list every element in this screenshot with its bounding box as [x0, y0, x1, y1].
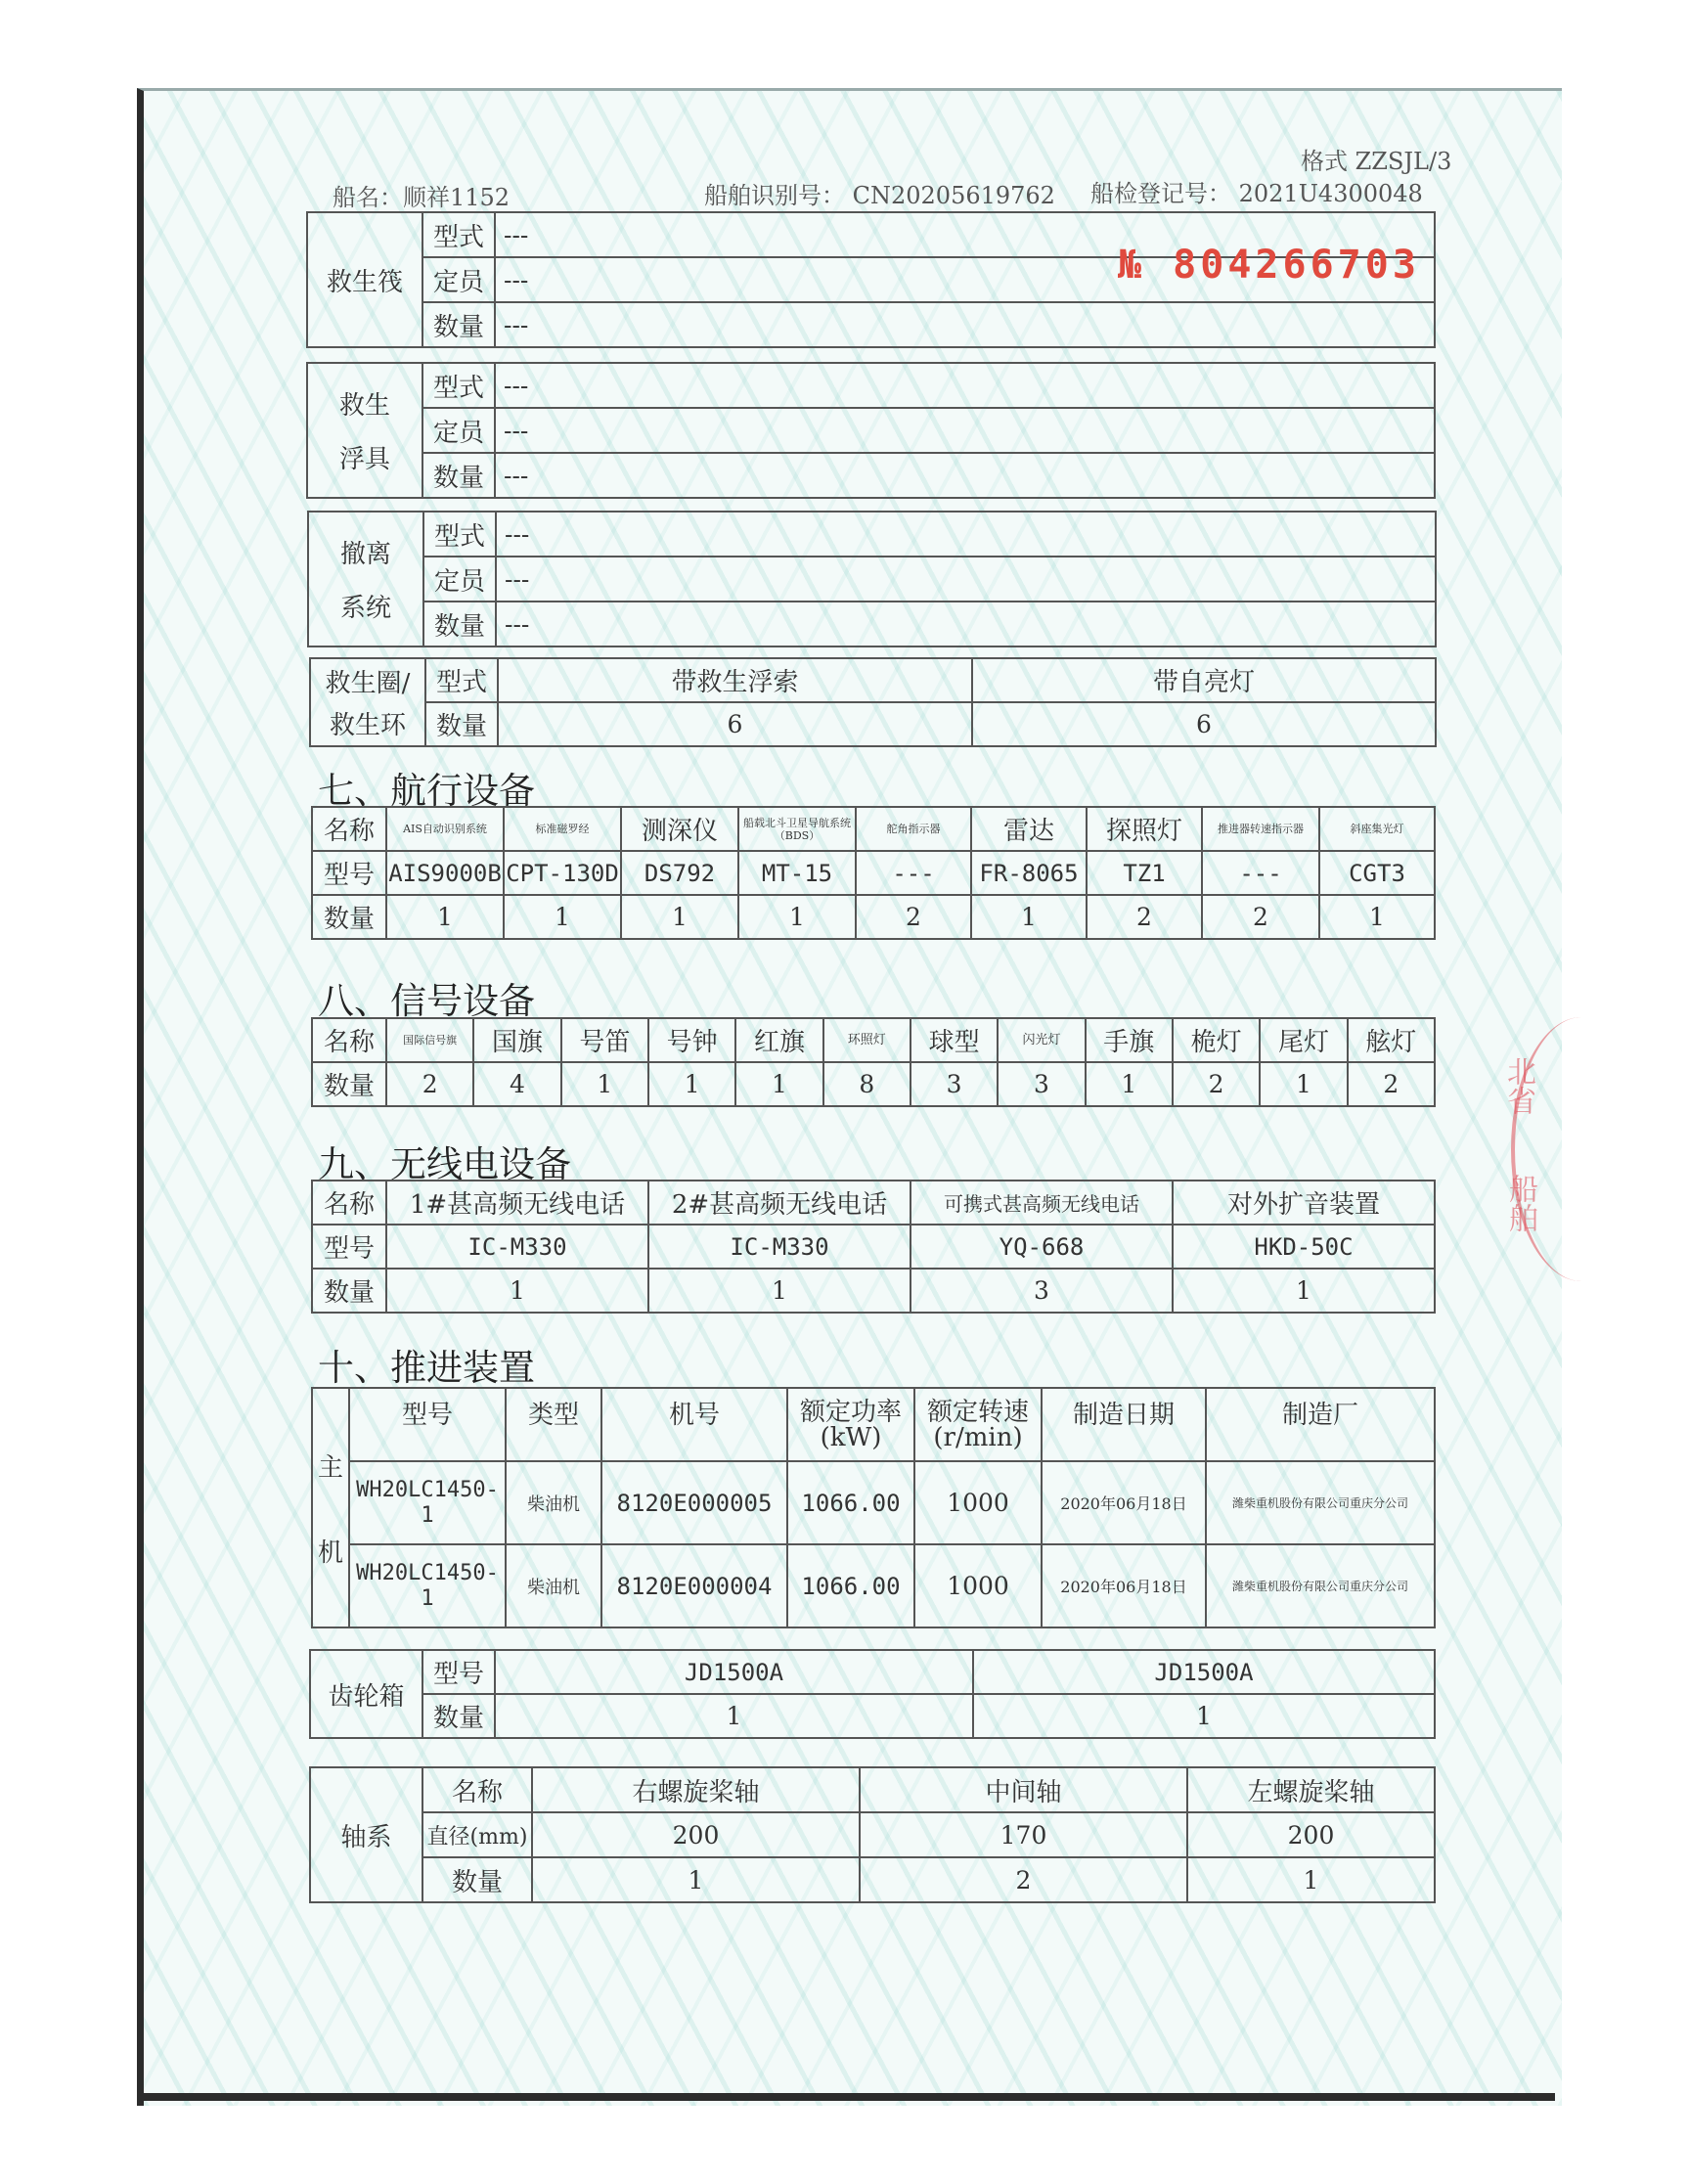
engine-speed: 1000 — [914, 1544, 1042, 1627]
propulsion-section-title: 十、推进装置 — [318, 1347, 535, 1389]
nav-name: 雷达 — [971, 807, 1087, 851]
liferaft-capacity-label: 定员 — [422, 257, 495, 302]
lifebuoy-type-1: 带救生浮索 — [498, 658, 972, 702]
evac-capacity-label: 定员 — [423, 557, 496, 602]
engine-power-unit: (kW) — [820, 1422, 882, 1452]
signal-qty: 2 — [1173, 1062, 1260, 1106]
signal-name: 舷灯 — [1348, 1018, 1435, 1062]
gearbox-model-1: JD1500A — [495, 1650, 973, 1694]
nav-qty: 1 — [504, 895, 621, 939]
evac-label-line1: 撤离 — [339, 540, 391, 569]
engine-speed: 1000 — [914, 1461, 1042, 1544]
shaft-qty: 2 — [860, 1857, 1187, 1902]
liferaft-label: 救生筏 — [307, 212, 422, 347]
evac-capacity-value: --- — [496, 557, 1436, 602]
buoyant-type-value: --- — [495, 363, 1435, 408]
lifebuoy-label-line1: 救生圈/ — [325, 669, 411, 698]
buoyant-label — [307, 363, 422, 498]
liferaft-capacity-value: --- — [495, 257, 1435, 302]
engine-maker: 潍柴重机股份有限公司重庆分公司 — [1206, 1544, 1435, 1627]
signal-qty: 2 — [386, 1062, 473, 1106]
main-engine-label-line1: 主 — [317, 1452, 343, 1483]
nav-name: 斜座集光灯 — [1319, 807, 1435, 851]
radio-qty: 3 — [911, 1269, 1173, 1313]
signal-name: 号钟 — [648, 1018, 735, 1062]
signal-name-label: 名称 — [312, 1018, 386, 1062]
nav-qty: 2 — [1087, 895, 1202, 939]
signal-qty: 3 — [911, 1062, 998, 1106]
buoyant-quantity-label: 数量 — [422, 453, 495, 498]
radio-name-label: 名称 — [312, 1181, 386, 1225]
buoyant-capacity-label: 定员 — [422, 408, 495, 453]
engine-date: 2020年06月18日 — [1042, 1544, 1206, 1627]
shaft-diameter: 170 — [860, 1812, 1187, 1857]
signal-qty: 8 — [823, 1062, 911, 1106]
shaft-diameter: 200 — [532, 1812, 860, 1857]
signal-section-title: 八、信号设备 — [318, 980, 535, 1022]
signal-qty: 3 — [998, 1062, 1085, 1106]
engine-number: 8120E000005 — [601, 1461, 787, 1544]
nav-model: AIS9000B — [386, 851, 504, 895]
evacuation-system-table — [307, 511, 1437, 647]
ship-id: 船舶识别号： CN20205619762 — [704, 182, 1055, 209]
nav-equipment-table — [311, 806, 1436, 940]
nav-model: --- — [856, 851, 971, 895]
evac-type-value: --- — [496, 512, 1436, 557]
signal-name: 红旗 — [735, 1018, 822, 1062]
nav-qty: 2 — [856, 895, 971, 939]
signal-qty: 1 — [735, 1062, 822, 1106]
liferaft-type-label: 型式 — [422, 212, 495, 257]
signal-qty: 1 — [561, 1062, 648, 1106]
main-engine-table — [311, 1387, 1436, 1628]
engine-maker: 潍柴重机股份有限公司重庆分公司 — [1206, 1461, 1435, 1544]
signal-qty: 1 — [1086, 1062, 1173, 1106]
signal-name: 国际信号旗 — [386, 1018, 473, 1062]
signal-qty: 1 — [648, 1062, 735, 1106]
nav-name: 测深仪 — [621, 807, 738, 851]
engine-kind: 柴油机 — [506, 1461, 601, 1544]
gearbox-qty-1: 1 — [495, 1694, 973, 1738]
signal-name: 球型 — [911, 1018, 998, 1062]
radio-qty-label: 数量 — [312, 1269, 386, 1313]
liferaft-type-value: --- — [495, 212, 1435, 257]
radio-section-title: 九、无线电设备 — [318, 1143, 571, 1185]
shaft-qty: 1 — [532, 1857, 860, 1902]
nav-name: 探照灯 — [1087, 807, 1202, 851]
nav-name: 标准磁罗经 — [504, 807, 621, 851]
shaft-name: 左螺旋桨轴 — [1187, 1767, 1435, 1812]
signal-name: 国旗 — [473, 1018, 560, 1062]
buoyant-capacity-value: --- — [495, 408, 1435, 453]
shafting-name-label: 名称 — [422, 1767, 532, 1812]
radio-qty: 1 — [1173, 1269, 1435, 1313]
gearbox-label: 齿轮箱 — [310, 1650, 422, 1738]
engine-number: 8120E000004 — [601, 1544, 787, 1627]
nav-qty: 1 — [621, 895, 738, 939]
nav-model: FR-8065 — [971, 851, 1087, 895]
signal-qty: 4 — [473, 1062, 560, 1106]
gearbox-table — [309, 1649, 1436, 1739]
lifebuoy-qty-label: 数量 — [425, 702, 498, 746]
ship-name: 船名：顺祥1152 — [333, 184, 511, 211]
nav-qty: 1 — [971, 895, 1087, 939]
engine-power: 1066.00 — [787, 1544, 914, 1627]
engine-model: WH20LC1450-1 — [349, 1461, 506, 1544]
nav-name: 舵角指示器 — [856, 807, 971, 851]
liferaft-quantity-label: 数量 — [422, 302, 495, 347]
evac-quantity-label: 数量 — [423, 602, 496, 646]
signal-name: 环照灯 — [823, 1018, 911, 1062]
engine-kind: 柴油机 — [506, 1544, 601, 1627]
engine-number-header: 机号 — [601, 1388, 787, 1461]
main-engine-label-line2: 机 — [317, 1538, 343, 1568]
buoyant-apparatus-table — [306, 362, 1436, 499]
buoyant-quantity-value: --- — [495, 453, 1435, 498]
signal-name: 号笛 — [561, 1018, 648, 1062]
serial-number: № 804266703 — [1118, 243, 1420, 288]
nav-name-label: 名称 — [312, 807, 386, 851]
engine-date: 2020年06月18日 — [1042, 1461, 1206, 1544]
nav-model: DS792 — [621, 851, 738, 895]
shaft-name: 右螺旋桨轴 — [532, 1767, 860, 1812]
nav-model: CGT3 — [1319, 851, 1435, 895]
main-engine-label — [312, 1388, 349, 1627]
radio-qty: 1 — [386, 1269, 648, 1313]
nav-model-label: 型号 — [312, 851, 386, 895]
radio-model: YQ-668 — [911, 1225, 1173, 1269]
radio-model: IC-M330 — [648, 1225, 911, 1269]
engine-power-label: 额定功率 — [799, 1397, 902, 1427]
signal-name: 手旗 — [1086, 1018, 1173, 1062]
nav-name: 推进器转速指示器 — [1202, 807, 1319, 851]
nav-qty-label: 数量 — [312, 895, 386, 939]
signal-qty: 2 — [1348, 1062, 1435, 1106]
engine-power: 1066.00 — [787, 1461, 914, 1544]
gearbox-model-2: JD1500A — [973, 1650, 1435, 1694]
radio-name: 可携式甚高频无线电话 — [911, 1181, 1173, 1225]
shafting-qty-label: 数量 — [422, 1857, 532, 1902]
format-code: 格式 ZZSJL/3 — [1301, 148, 1452, 175]
shaft-qty: 1 — [1187, 1857, 1435, 1902]
evac-label — [308, 512, 423, 646]
evac-type-label: 型式 — [423, 512, 496, 557]
engine-power-header — [787, 1388, 914, 1461]
liferaft-quantity-value: --- — [495, 302, 1435, 347]
engine-maker-header: 制造厂 — [1206, 1388, 1435, 1461]
evac-quantity-value: --- — [496, 602, 1436, 646]
engine-kind-header: 类型 — [506, 1388, 601, 1461]
signal-name: 桅灯 — [1173, 1018, 1260, 1062]
seal-text-top: 北省 — [1501, 1056, 1535, 1115]
signal-name: 尾灯 — [1260, 1018, 1347, 1062]
lifebuoy-table — [309, 657, 1437, 747]
signal-qty: 1 — [1260, 1062, 1347, 1106]
radio-name: 1#甚高频无线电话 — [386, 1181, 648, 1225]
registry-number: 船检登记号： 2021U4300048 — [1090, 180, 1423, 207]
lifebuoy-type-label: 型式 — [425, 658, 498, 702]
nav-name: AIS自动识别系统 — [386, 807, 504, 851]
signal-name: 闪光灯 — [998, 1018, 1085, 1062]
shaft-name: 中间轴 — [860, 1767, 1187, 1812]
gearbox-qty-label: 数量 — [422, 1694, 495, 1738]
lifebuoy-type-2: 带自亮灯 — [972, 658, 1436, 702]
gearbox-qty-2: 1 — [973, 1694, 1435, 1738]
radio-model: IC-M330 — [386, 1225, 648, 1269]
signal-qty-label: 数量 — [312, 1062, 386, 1106]
nav-qty: 2 — [1202, 895, 1319, 939]
seal-text-bottom: 船舶 — [1503, 1174, 1537, 1232]
engine-speed-label: 额定转速 — [926, 1397, 1029, 1427]
radio-name: 对外扩音装置 — [1173, 1181, 1435, 1225]
nav-qty: 1 — [1319, 895, 1435, 939]
engine-model-header: 型号 — [349, 1388, 506, 1461]
shafting-table — [309, 1766, 1436, 1903]
signal-equipment-table — [311, 1017, 1436, 1107]
nav-model: MT-15 — [738, 851, 856, 895]
lifebuoy-label — [310, 658, 425, 746]
evac-label-line2: 系统 — [339, 594, 391, 623]
engine-speed-header — [914, 1388, 1042, 1461]
engine-model: WH20LC1450-1 — [349, 1544, 506, 1627]
nav-qty: 1 — [738, 895, 856, 939]
radio-model-label: 型号 — [312, 1225, 386, 1269]
gearbox-model-label: 型号 — [422, 1650, 495, 1694]
nav-model: --- — [1202, 851, 1319, 895]
shafting-diameter-label: 直径(mm) — [422, 1812, 532, 1857]
nav-qty: 1 — [386, 895, 504, 939]
nav-section-title: 七、航行设备 — [318, 770, 535, 812]
radio-qty: 1 — [648, 1269, 911, 1313]
engine-speed-unit: (r/min) — [933, 1422, 1023, 1452]
lifebuoy-qty-2: 6 — [972, 702, 1436, 746]
radio-model: HKD-50C — [1173, 1225, 1435, 1269]
paper-bottom-edge — [137, 2093, 1555, 2101]
shafting-label: 轴系 — [310, 1767, 422, 1902]
buoyant-type-label: 型式 — [422, 363, 495, 408]
engine-date-header: 制造日期 — [1042, 1388, 1206, 1461]
radio-name: 2#甚高频无线电话 — [648, 1181, 911, 1225]
nav-model: CPT-130D — [504, 851, 621, 895]
nav-name: 船载北斗卫星导航系统（BDS） — [738, 807, 856, 851]
buoyant-label-line1: 救生 — [338, 391, 390, 421]
lifebuoy-label-line2: 救生环 — [329, 711, 406, 740]
nav-model: TZ1 — [1087, 851, 1202, 895]
lifebuoy-qty-1: 6 — [498, 702, 972, 746]
radio-equipment-table — [311, 1180, 1436, 1314]
shaft-diameter: 200 — [1187, 1812, 1435, 1857]
buoyant-label-line2: 浮具 — [338, 445, 390, 474]
